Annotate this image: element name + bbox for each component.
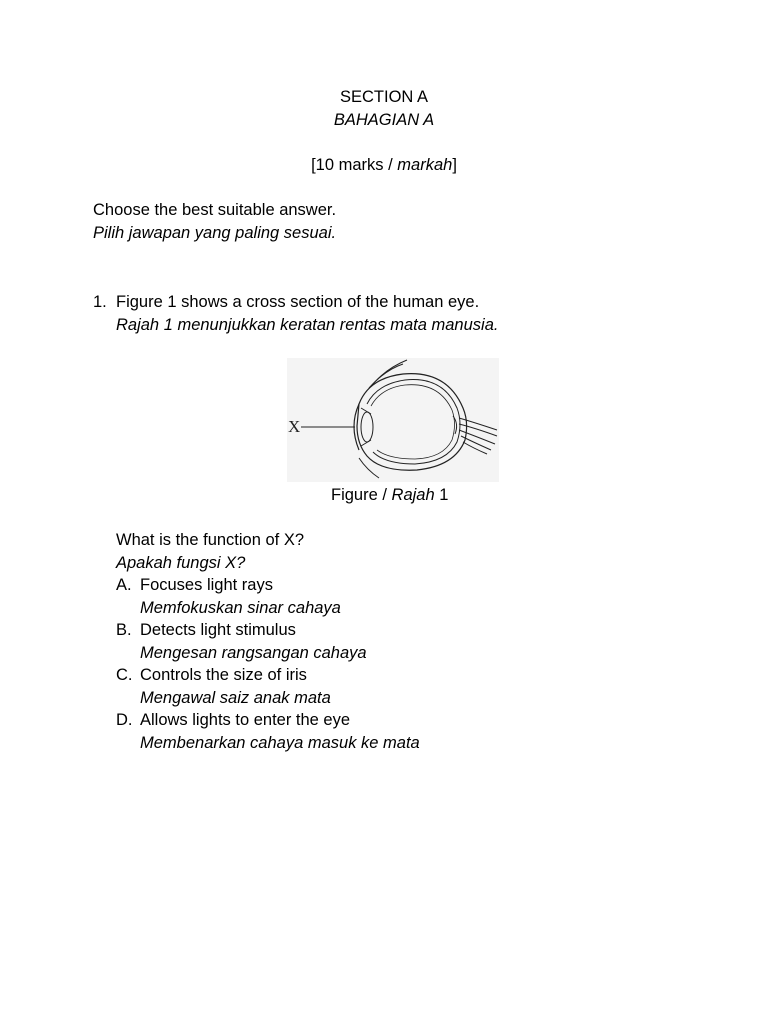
section-title-ms: BAHAGIAN A — [333, 111, 435, 129]
instruction-en: Choose the best suitable answer. — [93, 201, 337, 219]
eye-cross-section-figure — [287, 358, 499, 482]
marks-ms: markah — [397, 156, 453, 174]
question-stem-en: Figure 1 shows a cross section of the human eye. — [116, 293, 480, 311]
figure-caption — [331, 484, 448, 507]
caption-ms: Rajah — [391, 486, 435, 504]
option-c-en: Controls the size of iris — [140, 666, 307, 684]
section-title: SECTION A — [339, 88, 429, 106]
figure-label-x: X — [288, 417, 301, 436]
marks-line — [0, 154, 768, 177]
prompt-ms: Apakah fungsi X? — [116, 554, 246, 572]
option-b-letter: B. — [116, 621, 132, 639]
option-d-letter: D. — [116, 711, 133, 729]
question-stem-ms: Rajah 1 menunjukkan keratan rentas mata manusia. — [116, 316, 499, 334]
option-a-ms: Memfokuskan sinar cahaya — [140, 599, 341, 617]
option-b-ms: Mengesan rangsangan cahaya — [140, 644, 367, 662]
option-d-ms: Membenarkan cahaya masuk ke mata — [140, 734, 420, 752]
option-d-en: Allows lights to enter the eye — [140, 711, 351, 729]
instruction-ms: Pilih jawapan yang paling sesuai. — [93, 224, 337, 242]
question-number: 1. — [93, 293, 107, 311]
option-b-en: Detects light stimulus — [140, 621, 296, 639]
option-a-en: Focuses light rays — [140, 576, 273, 594]
marks-open: [10 marks / — [311, 156, 398, 174]
caption-en: Figure / — [331, 486, 392, 504]
caption-number: 1 — [434, 486, 449, 504]
option-c-ms: Mengawal saiz anak mata — [140, 689, 331, 707]
option-c-letter: C. — [116, 666, 133, 684]
marks-close: ] — [452, 156, 457, 174]
prompt-en: What is the function of X? — [116, 531, 305, 549]
option-a-letter: A. — [116, 576, 132, 594]
